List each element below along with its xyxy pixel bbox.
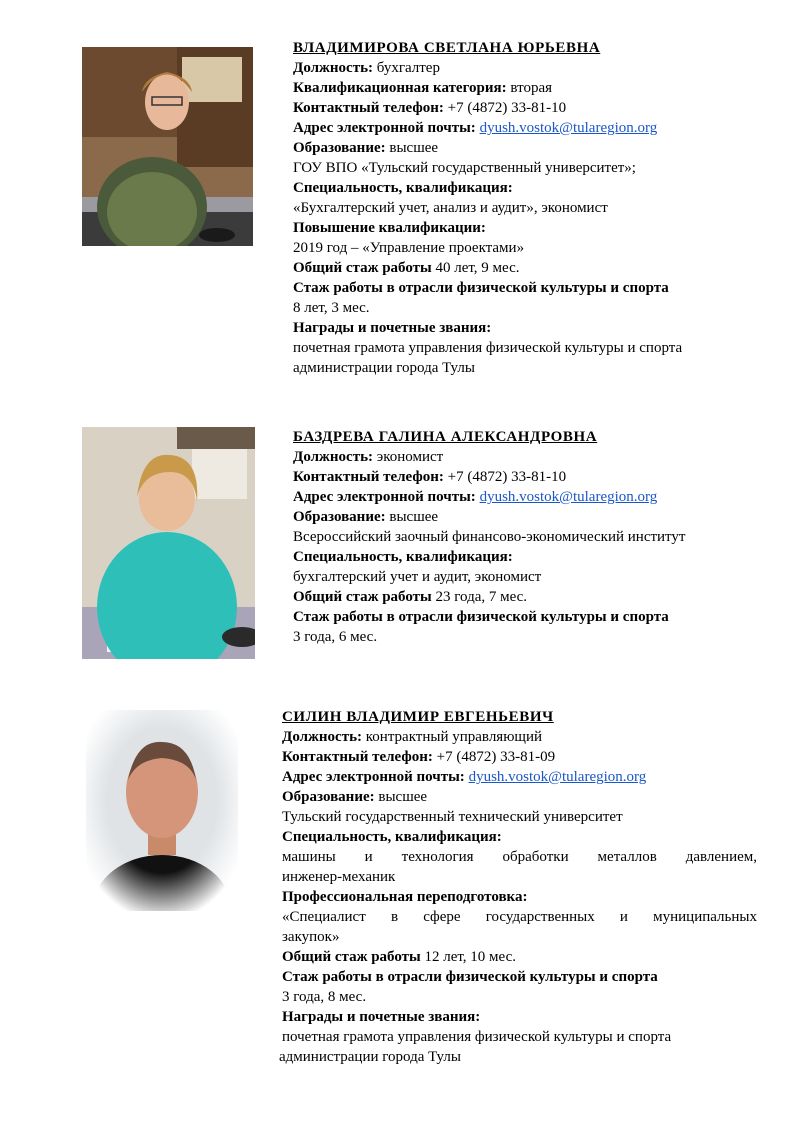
specialty-label: Специальность, квалификация:	[293, 180, 513, 196]
email-row: Адрес электронной почты: dyush.vostok@tularegion.org	[293, 120, 658, 136]
awards-line-2: администрации города Тулы	[293, 360, 475, 376]
institution: Всероссийский заочный финансово-экономический институт	[293, 529, 686, 545]
position-row: Должность: бухгалтер	[293, 60, 440, 76]
institution: Тульский государственный технический университет	[282, 809, 623, 825]
specialty: машины и технология обработки металлов давлением, инженер-механик	[282, 849, 757, 885]
total-experience-row: Общий стаж работы 12 лет, 10 мес.	[282, 949, 516, 965]
person-card-1	[293, 38, 773, 378]
person-card-3	[279, 707, 757, 1067]
category-row: Квалификационная категория: вторая	[293, 80, 553, 96]
sport-experience-label: Стаж работы в отрасли физической культуры и спорта	[282, 969, 658, 985]
education-row: Образование: высшее	[293, 509, 439, 525]
email-row: Адрес электронной почты: dyush.vostok@tularegion.org	[293, 489, 658, 505]
sport-experience-label: Стаж работы в отрасли физической культуры и спорта	[293, 280, 669, 296]
position-row: Должность: экономист	[293, 449, 444, 465]
awards-line-1: почетная грамота управления физической культуры и спорта	[293, 340, 683, 356]
retraining-label: Профессиональная переподготовка:	[282, 889, 528, 905]
specialty: «Бухгалтерский учет, анализ и аудит», экономист	[293, 200, 608, 216]
training: 2019 год – «Управление проектами»	[293, 240, 525, 256]
phone-row: Контактный телефон: +7 (4872) 33-81-10	[293, 469, 567, 485]
awards-label: Награды и почетные звания:	[282, 1009, 481, 1025]
specialty-label: Специальность, квалификация:	[293, 549, 513, 565]
sport-experience: 3 года, 8 мес.	[282, 989, 367, 1005]
person-card-2	[293, 427, 773, 647]
awards-label: Награды и почетные звания:	[293, 320, 492, 336]
sport-experience: 3 года, 6 мес.	[293, 629, 378, 645]
awards-line-2: администрации города Тулы	[279, 1049, 461, 1065]
email-link[interactable]: dyush.vostok@tularegion.org	[479, 489, 658, 505]
specialty-label: Специальность, квалификация:	[282, 829, 502, 845]
phone-row: Контактный телефон: +7 (4872) 33-81-10	[293, 100, 567, 116]
email-link[interactable]: dyush.vostok@tularegion.org	[479, 120, 658, 136]
education-row: Образование: высшее	[293, 140, 439, 156]
person-name: СИЛИН ВЛАДИМИР ЕВГЕНЬЕВИЧ	[282, 709, 554, 725]
education-row: Образование: высшее	[282, 789, 428, 805]
position-row: Должность: контрактный управляющий	[282, 729, 543, 745]
photo-vladimirova	[82, 47, 253, 246]
person-name: БАЗДРЕВА ГАЛИНА АЛЕКСАНДРОВНА	[293, 429, 598, 445]
awards-line-1: почетная грамота управления физической культуры и спорта	[282, 1029, 672, 1045]
training-label: Повышение квалификации:	[293, 220, 486, 236]
photo-silin	[86, 710, 238, 911]
specialty: бухгалтерский учет и аудит, экономист	[293, 569, 542, 585]
sport-experience: 8 лет, 3 мес.	[293, 300, 370, 316]
phone-row: Контактный телефон: +7 (4872) 33-81-09	[282, 749, 556, 765]
person-name: ВЛАДИМИРОВА СВЕТЛАНА ЮРЬЕВНА	[293, 40, 601, 56]
retraining: «Специалист в сфере государственных и муниципальных закупок»	[282, 909, 757, 945]
email-link[interactable]: dyush.vostok@tularegion.org	[468, 769, 647, 785]
total-experience-row: Общий стаж работы 40 лет, 9 мес.	[293, 260, 520, 276]
institution: ГОУ ВПО «Тульский государственный университет»;	[293, 160, 636, 176]
total-experience-row: Общий стаж работы 23 года, 7 мес.	[293, 589, 528, 605]
photo-bazdreva	[82, 427, 255, 659]
email-row: Адрес электронной почты: dyush.vostok@tularegion.org	[282, 769, 647, 785]
sport-experience-label: Стаж работы в отрасли физической культуры и спорта	[293, 609, 669, 625]
